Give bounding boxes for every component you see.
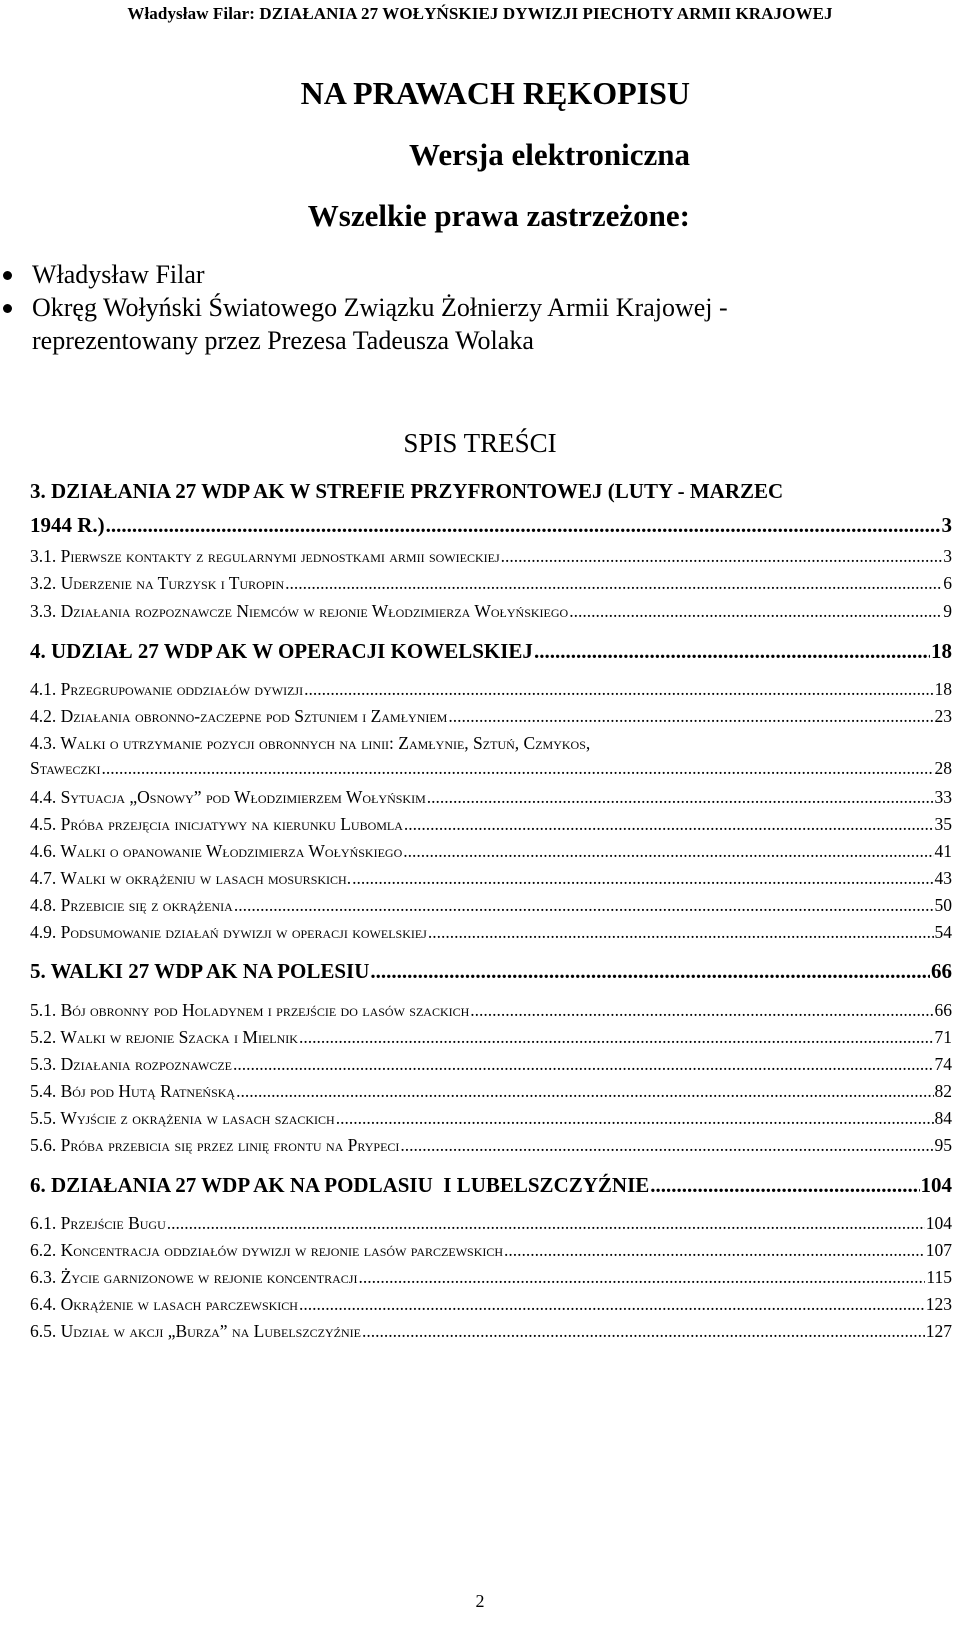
leader-dots: [403, 841, 933, 862]
toc-section-6-1[interactable]: 6.1. Przejście Bugu ..... 104: [30, 1213, 952, 1234]
toc-page-number: 28: [934, 758, 952, 778]
leader-dots: [106, 508, 941, 542]
toc-page-number: 123: [925, 1294, 952, 1314]
leader-dots: [304, 679, 933, 700]
toc-section-5-4[interactable]: 5.4. Bój pod Hutą Ratneńską ..... 82: [30, 1081, 952, 1102]
edition-note: Wersja elektroniczna: [409, 137, 690, 172]
toc-chapter-5[interactable]: 5. WALKI 27 WDP AK NA POLESIU ..... 66: [30, 959, 952, 984]
leader-dots: [233, 1054, 934, 1075]
toc-section-6-3[interactable]: 6.3. Życie garnizonowe w rejonie koncentracji ..... 115: [30, 1267, 952, 1288]
leader-dots: [404, 814, 934, 835]
bullet-icon: [3, 304, 12, 313]
leader-dots: [234, 895, 934, 916]
toc-section-5-6[interactable]: 5.6. Próba przebicia się przez linię frontu na Prypeci ..... 95: [30, 1135, 952, 1156]
toc-page-number: 107: [925, 1240, 952, 1260]
toc-chapter-3[interactable]: 3. DZIAŁANIA 27 WDP AK W STREFIE PRZYFRONTOWEJ (LUTY - MARZEC 1944 R.) ..... 3: [30, 474, 952, 542]
toc-section-4-5[interactable]: 4.5. Próba przejęcia inicjatywy na kierunku Lubomla ..... 35: [30, 814, 952, 835]
toc-page-number: 23: [934, 706, 952, 726]
toc-section-4-4[interactable]: 4.4. Sytuacja „Osnowy” pod Włodzimierzem Wołyńskim ..... 33: [30, 787, 952, 808]
toc-chapter-4[interactable]: 4. UDZIAŁ 27 WDP AK W OPERACJI KOWELSKIEJ ..... 18: [30, 639, 952, 664]
leader-dots: [358, 1267, 925, 1288]
toc-section-4-9[interactable]: 4.9. Podsumowanie działań dywizji w operacji kowelskiej ..... 54: [30, 922, 952, 943]
toc-section-6-4[interactable]: 6.4. Okrążenie w lasach parczewskich ..... 123: [30, 1294, 952, 1315]
toc-section-6-2[interactable]: 6.2. Koncentracja oddziałów dywizji w rejonie lasów parczewskich ..... 107: [30, 1240, 952, 1261]
toc-section-5-3[interactable]: 5.3. Działania rozpoznawcze ..... 74: [30, 1054, 952, 1075]
leader-dots: [101, 758, 933, 779]
toc-section-3-1[interactable]: 3.1. Pierwsze kontakty z regularnymi jednostkami armii sowieckiej ..... 3: [30, 546, 952, 567]
toc-page-number: 115: [926, 1267, 952, 1287]
leader-dots: [299, 1027, 934, 1048]
toc-page-number: 104: [920, 1173, 952, 1197]
bullet-icon: [3, 271, 12, 280]
toc-page-number: 33: [934, 787, 952, 807]
toc-section-4-2[interactable]: 4.2. Działania obronno-zaczepne pod Sztuniem i Zamłyniem ..... 23: [30, 706, 952, 727]
list-item: Władysław Filar: [0, 258, 960, 291]
leader-dots: [336, 1108, 934, 1129]
toc-page-number: 9: [943, 601, 952, 621]
list-item: Okręg Wołyński Światowego Związku Żołnierzy Armii Krajowej - reprezentowany przez Prezesa Tadeusza Wolaka: [0, 291, 960, 357]
leader-dots: [534, 639, 930, 664]
leader-dots: [650, 1173, 919, 1198]
running-header: Władysław Filar: DZIAŁANIA 27 WOŁYŃSKIEJ DYWIZJI PIECHOTY ARMII KRAJOWEJ: [127, 4, 833, 23]
leader-dots: [362, 1321, 925, 1342]
toc-section-5-2[interactable]: 5.2. Walki w rejonie Szacka i Mielnik ..... 71: [30, 1027, 952, 1048]
toc-page-number: 74: [934, 1054, 952, 1074]
leader-dots: [501, 546, 943, 567]
leader-dots: [370, 959, 930, 984]
toc-section-4-7[interactable]: 4.7. Walki w okrążeniu w lasach mosurskich. ..... 43: [30, 868, 952, 889]
toc-section-6-5[interactable]: 6.5. Udział w akcji „Burza” na Lubelszczyźnie ..... 127: [30, 1321, 952, 1342]
leader-dots: [236, 1081, 933, 1102]
toc-page-number: 50: [934, 895, 952, 915]
toc-section-3-2[interactable]: 3.2. Uderzenie na Turzysk i Turopin ..... 6: [30, 573, 952, 594]
leader-dots: [167, 1213, 925, 1234]
leader-dots: [400, 1135, 933, 1156]
leader-dots: [299, 1294, 925, 1315]
leader-dots: [428, 922, 934, 943]
toc-section-4-1[interactable]: 4.1. Przegrupowanie oddziałów dywizji ..... 18: [30, 679, 952, 700]
toc-page-number: 3: [941, 513, 952, 537]
toc-heading: SPIS TREŚCI: [403, 428, 557, 458]
toc-page-number: 127: [925, 1321, 952, 1341]
page-number: 2: [475, 1591, 485, 1611]
leader-dots: [352, 868, 933, 889]
toc-page-number: 41: [934, 841, 952, 861]
toc-page-number: 95: [934, 1135, 952, 1155]
toc-page-number: 104: [925, 1213, 952, 1233]
toc-section-4-6[interactable]: 4.6. Walki o opanowanie Włodzimierza Wołyńskiego ..... 41: [30, 841, 952, 862]
leader-dots: [285, 573, 942, 594]
leader-dots: [448, 706, 933, 727]
toc-page-number: 84: [934, 1108, 952, 1128]
leader-dots: [504, 1240, 925, 1261]
toc-page-number: 82: [934, 1081, 952, 1101]
leader-dots: [470, 1000, 933, 1021]
toc-page-number: 43: [934, 868, 952, 888]
toc-page-number: 18: [934, 679, 952, 699]
toc-chapter-6[interactable]: 6. DZIAŁANIA 27 WDP AK NA PODLASIU I LUBELSZCZYŹNIE ..... 104: [30, 1173, 952, 1198]
toc-page-number: 66: [934, 1000, 952, 1020]
toc-page-number: 35: [934, 814, 952, 834]
toc-section-5-1[interactable]: 5.1. Bój obronny pod Holadynem i przejście do lasów szackich ..... 66: [30, 1000, 952, 1021]
toc-page-number: 54: [934, 922, 952, 942]
toc-section-4-3[interactable]: 4.3. Walki o utrzymanie pozycji obronnych na linii: Zamłynie, Sztuń, Czmykos, Staweczki ..... 28: [30, 733, 952, 779]
toc-page-number: 71: [934, 1027, 952, 1047]
toc-page-number: 66: [931, 959, 952, 983]
toc-page-number: 3: [943, 546, 952, 566]
manuscript-notice: NA PRAWACH RĘKOPISU: [300, 75, 690, 111]
toc-page-number: 6: [943, 573, 952, 593]
toc-section-5-5[interactable]: 5.5. Wyjście z okrążenia w lasach szackich ..... 84: [30, 1108, 952, 1129]
toc-section-4-8[interactable]: 4.8. Przebicie się z okrążenia ..... 50: [30, 895, 952, 916]
toc-page-number: 18: [931, 639, 952, 663]
leader-dots: [427, 787, 934, 808]
toc-section-3-3[interactable]: 3.3. Działania rozpoznawcze Niemców w rejonie Włodzimierza Wołyńskiego ..... 9: [30, 601, 952, 622]
leader-dots: [569, 601, 942, 622]
rights-holders-list: [0, 258, 960, 357]
copyright-note: Wszelkie prawa zastrzeżone:: [307, 198, 690, 233]
